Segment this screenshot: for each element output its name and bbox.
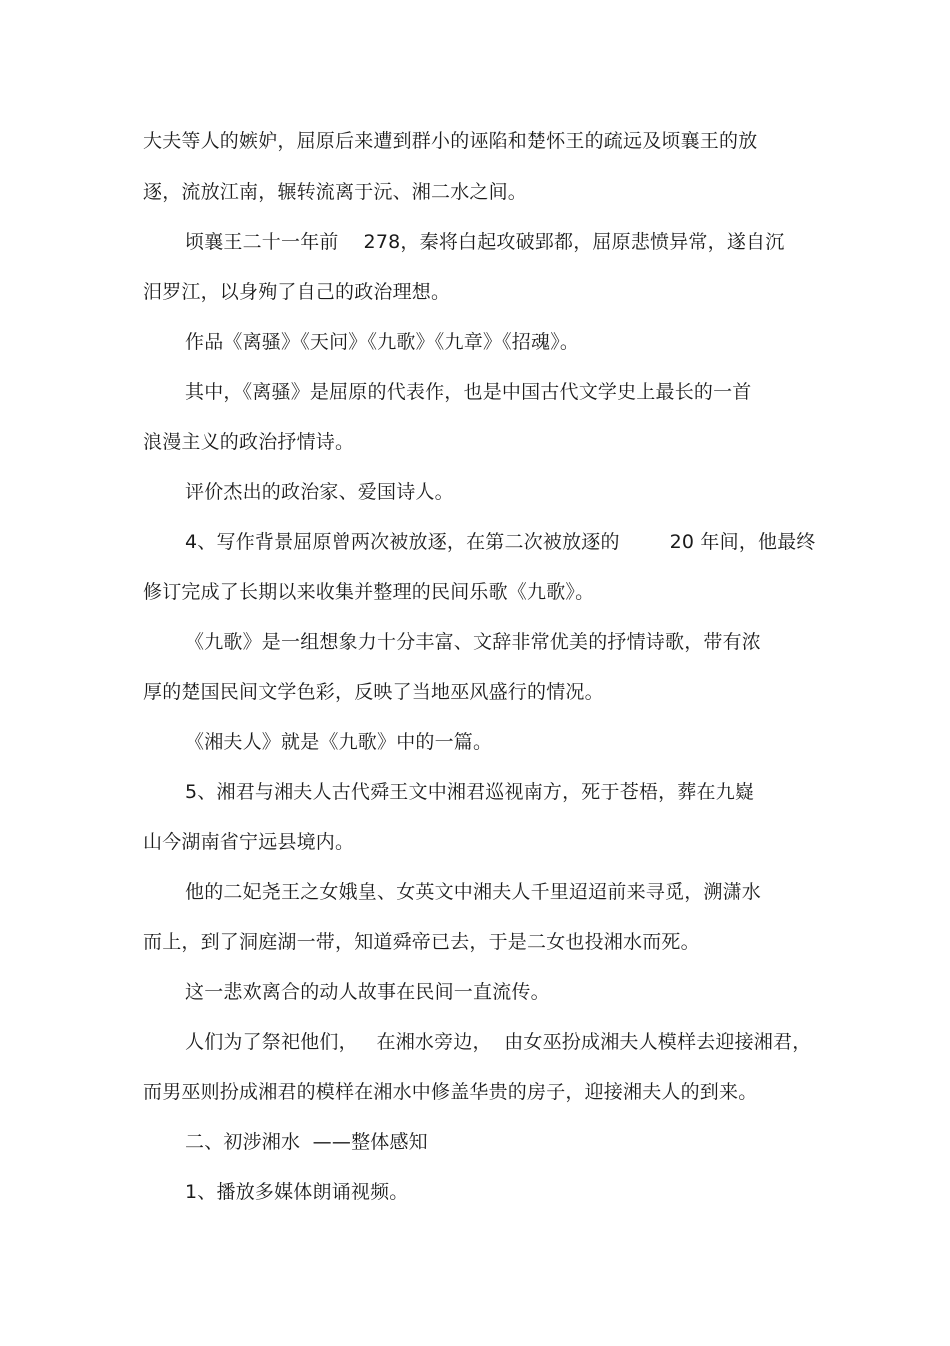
text-line-22: 1、播放多媒体朗诵视频。 (185, 1181, 409, 1203)
text-line-21: 二、初涉湘水 ——整体感知 (185, 1131, 428, 1153)
text-line-8: 评价杰出的政治家、爱国诗人。 (185, 481, 454, 503)
text-line-18: 这一悲欢离合的动人故事在民间一直流传。 (185, 981, 550, 1003)
text-line-5: 作品《离骚》《天问》《九歌》《九章》《招魂》。 (185, 331, 580, 353)
text-line-9: 4、写作背景屈原曾两次被放逐，在第二次被放逐的 20 年间，他最终 (185, 531, 816, 553)
text-line-15: 山今湖南省宁远县境内。 (143, 831, 355, 853)
text-line-20: 而男巫则扮成湘君的模样在湘水中修盖华贵的房子，迎接湘夫人的到来。 (143, 1081, 758, 1103)
text-line-19: 人们为了祭祀他们， 在湘水旁边， 由女巫扮成湘夫人模样去迎接湘君， (185, 1031, 812, 1053)
text-line-2: 逐，流放江南，辗转流离于沅、湘二水之间。 (143, 181, 528, 203)
text-line-6: 其中，《离骚》是屈原的代表作，也是中国古代文学史上最长的一首 (185, 381, 752, 403)
text-line-7: 浪漫主义的政治抒情诗。 (143, 431, 355, 453)
text-line-1: 大夫等人的嫉妒，屈原后来遭到群小的诬陷和楚怀王的疏远及顷襄王的放 (143, 130, 758, 152)
text-line-12: 厚的楚国民间文学色彩，反映了当地巫风盛行的情况。 (143, 681, 604, 703)
text-line-17: 而上，到了洞庭湖一带，知道舜帝已去，于是二女也投湘水而死。 (143, 931, 700, 953)
text-line-4: 汨罗江，以身殉了自己的政治理想。 (143, 281, 451, 303)
text-line-14: 5、湘君与湘夫人古代舜王文中湘君巡视南方，死于苍梧，葬在九嶷 (185, 781, 755, 803)
text-line-13: 《湘夫人》就是《九歌》中的一篇。 (185, 731, 493, 753)
text-line-10: 修订完成了长期以来收集并整理的民间乐歌《九歌》。 (143, 581, 595, 603)
text-line-3: 顷襄王二十一年前 278，秦将白起攻破郢都，屈原悲愤异常，遂自沉 (185, 231, 785, 253)
text-line-16: 他的二妃尧王之女娥皇、女英文中湘夫人千里迢迢前来寻觅，溯潇水 (185, 881, 762, 903)
text-line-11: 《九歌》是一组想象力十分丰富、文辞非常优美的抒情诗歌，带有浓 (185, 631, 762, 653)
